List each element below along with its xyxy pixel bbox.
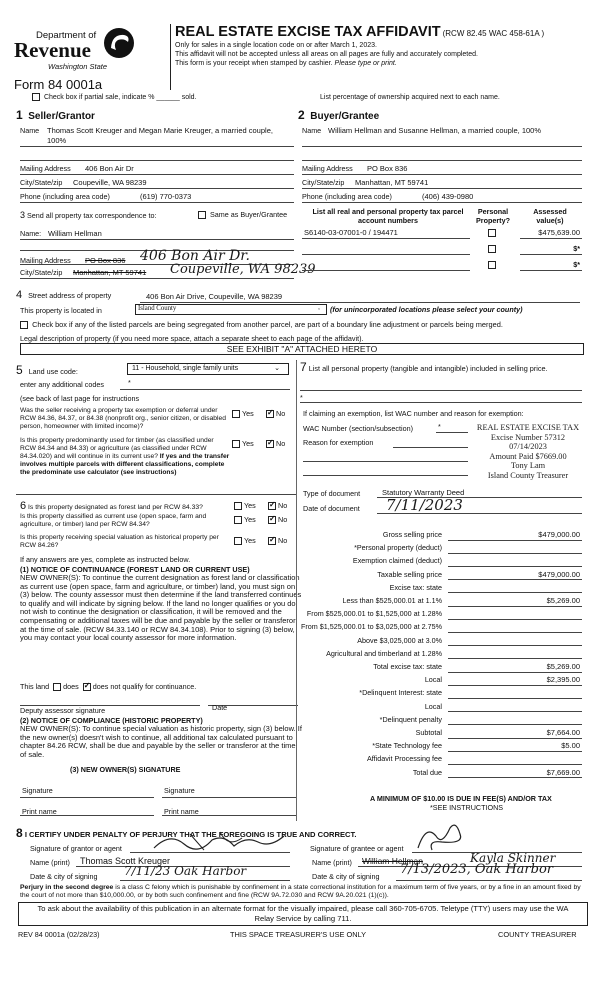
same-as-buyer [198, 210, 287, 219]
seller-name-label: Name [20, 126, 40, 135]
exemption-yes-checkbox[interactable] [232, 410, 240, 418]
if-any-yes: If any answers are yes, complete as instructed below. [20, 555, 191, 564]
timber-yes-checkbox[interactable] [232, 440, 240, 448]
relay-text: To ask about the availability of this publication in an alternate format for the visually impaired, please call 360-705-6705. Teletype (TTY) users may use the WA Relay Service by calling 711. [37, 904, 569, 923]
wac-field[interactable]: * [438, 422, 441, 431]
owner-signature-label-2: Signature [164, 786, 195, 795]
corr-mailing-struck: PO Box 836 [85, 256, 126, 265]
stamp-line: Island County Treasurer [487, 470, 569, 480]
corr-mailing-label: Mailing Address [20, 256, 71, 265]
certify-number: 8 [16, 826, 23, 840]
buyer-heading-text: Buyer/Grantee [310, 111, 380, 122]
dept-line3: Washington State [48, 62, 108, 71]
no-label: No [278, 515, 288, 524]
current-use-no-checkbox[interactable] [268, 516, 276, 524]
buyer-name[interactable]: William Hellman and Susanne Hellman, a married couple, 100% [328, 126, 542, 135]
calc-value[interactable]: $479,000.00 [538, 569, 580, 579]
parcel-row-2 [302, 242, 582, 254]
landuse-row [16, 363, 78, 377]
correspondence-label: Send all property tax correspondence to: [27, 211, 157, 220]
calc-label: Exemption claimed (deduct) [352, 556, 442, 566]
forest-yes [234, 501, 256, 510]
grantee-name-handwritten[interactable]: Kayla Skinner [470, 851, 556, 865]
calc-label: Above $3,025,000 at 3.0% [357, 635, 442, 645]
continuance-row [20, 682, 196, 691]
correspondence-row [20, 210, 156, 220]
yes-label: Yes [244, 501, 256, 510]
timber-no [266, 439, 285, 448]
this-land-label: This land [20, 682, 50, 691]
ownership-note: List percentage of ownership acquired next to each name. [320, 94, 500, 101]
seller-section-number: 1 [16, 108, 23, 122]
calc-label: From $525,000.01 to $1,525,000 at 1.28% [306, 609, 442, 619]
certify-text: I CERTIFY UNDER PENALTY OF PERJURY THAT THE FOREGOING IS TRUE AND CORRECT. [24, 830, 357, 839]
calc-label: Affidavit Processing fee [367, 754, 442, 764]
legal-label: Legal description of property (if you need more space, attach a separate sheet to each page of the affidavit). [20, 334, 364, 343]
calc-label: Subtotal [415, 728, 442, 737]
forest-question [20, 500, 232, 512]
exemption-yes [232, 409, 254, 418]
segregated-row [20, 320, 590, 329]
buyer-name-label: Name [302, 126, 322, 135]
calc-label: Agricultural and timberland at 1.28% [326, 648, 442, 658]
corr-city-label: City/State/zip [20, 268, 63, 277]
page-title [175, 24, 595, 40]
county-value: Island County [138, 305, 177, 312]
subtitle-3-text: This form is your receipt when stamped by cashier. [175, 60, 333, 67]
timber-question [20, 437, 230, 477]
personal-property-checkbox[interactable] [488, 261, 496, 269]
see-instructions: *SEE INSTRUCTIONS [430, 803, 504, 812]
calc-label: *State Technology fee [372, 741, 442, 751]
grantor-name[interactable]: Thomas Scott Kreuger [80, 856, 171, 866]
grantee-name-struck: William Hellman [362, 856, 423, 866]
grantor-signature[interactable] [150, 828, 290, 854]
calc-value[interactable]: $7,669.00 [546, 767, 580, 777]
seller-phone-label: Phone (including area code) [20, 192, 110, 201]
perjury-text: is a class C felony which is punishable by confinement in a state correctional institution for a maximum term of five years, or by a fine in an amount fixed by the court of not more than $10,000.00, or by both such confinement and fine (RCW 9A.72.030 and RCW 9A.20.021 (1)(c)). [20, 884, 581, 900]
yes-label: Yes [242, 409, 254, 418]
stamp-line: 07/14/2023 [509, 442, 547, 451]
dor-logo [14, 24, 154, 74]
buyer-phone-label: Phone (including area code) [302, 192, 392, 201]
same-as-buyer-checkbox[interactable] [198, 211, 206, 219]
owner-print-label-1: Print name [22, 807, 57, 816]
landuse-select[interactable] [127, 363, 289, 375]
historic-yes [234, 536, 256, 545]
owner-print-label-2: Print name [164, 807, 199, 816]
segregated-label: Check box if any of the listed parcels are being segregated from another parcel, are part of a boundary line adjustment or parcels being merged. [32, 320, 503, 329]
calc-value[interactable]: $5,269.00 [546, 596, 580, 605]
correspondence-number: 3 [20, 210, 26, 220]
reason-label: Reason for exemption [303, 438, 374, 447]
historic-question: Is this property receiving special valuation as historical property per RCW 84.26? [20, 534, 219, 549]
new-owner-signature-heading: (3) NEW OWNER(S) SIGNATURE [70, 765, 181, 774]
no-label: No [276, 409, 286, 418]
footer-rev: REV 84 0001a (02/28/23) [18, 930, 100, 939]
deputy-date-label: Date [212, 703, 228, 712]
seller-mailing[interactable]: 406 Bon Air Dr [85, 164, 134, 173]
no-label: No [278, 536, 288, 545]
parcel-row-3 [302, 258, 582, 270]
parcel-header-col2: Personal Property? [476, 207, 510, 225]
buyer-phone[interactable]: (406) 439-0980 [422, 192, 474, 201]
see-back-note: (see back of last page for instructions [20, 394, 140, 403]
partial-percent-field[interactable]: ______ [156, 93, 180, 101]
doc-date-value[interactable]: 7/11/2023 [386, 496, 463, 514]
no-label: No [278, 501, 288, 510]
exemption-no [266, 409, 285, 418]
subtitle-2: This affidavit will not be accepted unless all areas on all pages are fully and accurately completed. [175, 51, 478, 58]
buyer-mailing-label: Mailing Address [302, 164, 353, 173]
calc-value[interactable]: $7,664.00 [546, 728, 580, 737]
calc-label: Total due [412, 767, 442, 777]
corr-name[interactable]: William Hellman [48, 229, 102, 238]
calc-value[interactable]: $479,000.00 [538, 530, 580, 539]
forest-no-checkbox[interactable] [268, 502, 276, 510]
calc-label: Local [424, 701, 442, 711]
does-qualify-checkbox[interactable] [53, 683, 61, 691]
notice-compliance-title: (2) NOTICE OF COMPLIANCE (HISTORIC PROPERTY) [20, 716, 203, 725]
wac-label: WAC Number (section/subsection) [303, 424, 413, 433]
timber-question-text: Is this property predominantly used for timber (as classified under RCW 84.34 and 84.33) or agriculture (as classified under RCW 84.34.020) and will continue in its current use? [20, 437, 214, 460]
landuse-number: 5 [16, 363, 23, 377]
same-as-buyer-label: Same as Buyer/Grantee [210, 210, 288, 219]
calc-label: Local [424, 675, 442, 685]
yes-label: Yes [242, 439, 254, 448]
street-label: Street address of property [28, 291, 112, 300]
assessed-value[interactable]: $* [573, 260, 580, 269]
treasurer-stamp [468, 423, 588, 480]
subtitle-3 [175, 60, 397, 67]
partial-sale-row [32, 93, 197, 101]
calc-value[interactable]: $5,269.00 [546, 662, 580, 671]
forest-no [268, 501, 287, 510]
historic-no [268, 536, 287, 545]
title-text: REAL ESTATE EXCISE TAX AFFIDAVIT [175, 24, 441, 40]
calc-label: Less than $525,000.01 at 1.1% [342, 596, 442, 605]
stamp-line: Tony Lam [510, 461, 546, 470]
subtitle-3-italic: Please type or print. [334, 60, 397, 67]
partial-sale-checkbox[interactable] [32, 93, 40, 101]
doc-type-label: Type of document [303, 489, 361, 498]
perjury-bold: Perjury in the second degree [20, 884, 114, 891]
seller-heading [16, 108, 95, 122]
historic-yes-checkbox[interactable] [234, 537, 242, 545]
partial-sold-label: sold. [181, 93, 197, 101]
grantee-signature[interactable] [412, 820, 472, 854]
corr-city-handwritten[interactable]: Coupeville, WA 98239 [170, 262, 316, 277]
deputy-signature-label: Deputy assessor signature [20, 706, 106, 715]
grantor-date-label: Date & city of signing [30, 872, 98, 881]
dept-line1: Department of [36, 30, 97, 41]
calc-label: *Personal property (deduct) [354, 543, 442, 553]
notice-compliance-text: NEW OWNER(S): To continue special valuation as historic property, sign (3) below. If the new owner(s) doesn't wish to continue, all additional tax calculated pursuant to chapter 84.26 RCW, shall be due and payable by the seller or transferor at the time of sale. [20, 724, 302, 759]
calc-label: From $1,525,000.01 to $3,025,000 at 2.75% [300, 622, 442, 632]
forest-yes-checkbox[interactable] [234, 502, 242, 510]
street-row [16, 289, 111, 301]
landuse-value: 11 - Household, single family units [132, 365, 239, 372]
personal-property-row [300, 360, 585, 374]
county-select[interactable] [135, 304, 327, 315]
grantee-date-label: Date & city of signing [312, 872, 380, 881]
footer-treasurer-use: THIS SPACE TREASURER'S USE ONLY [230, 930, 367, 939]
buyer-mailing[interactable]: PO Box 836 [367, 164, 408, 173]
current-use-no [268, 515, 287, 524]
yes-label: Yes [244, 515, 256, 524]
personal-property-checkbox[interactable] [488, 245, 496, 253]
calc-label: Taxable selling price [377, 569, 442, 579]
street-address[interactable]: 406 Bon Air Drive, Coupeville, WA 98239 [146, 292, 283, 301]
historic-no-checkbox[interactable] [268, 537, 276, 545]
buyer-city-label: City/State/zip [302, 178, 345, 187]
personal-number: 7 [300, 360, 307, 374]
current-use-question: Is this property classified as current use (open space, farm and agriculture, or timber) land per RCW 84.34? [20, 513, 207, 528]
seller-city-label: City/State/zip [20, 178, 63, 187]
perjury-notice [20, 884, 586, 901]
grantee-name-label: Name (print) [312, 858, 352, 867]
parcel-header-col3: Assessed value(s) [533, 207, 567, 225]
exemption-question: Was the seller receiving a property tax exemption or deferral under RCW 84.36, 84.37, or 84.38 (nonprofit org., senior citizen, or disabled person, homeowner with limited income)? [20, 407, 226, 430]
dept-line2: Revenue [14, 38, 91, 62]
personal-label: List all personal property (tangible and intangible) included in selling price. [308, 364, 548, 373]
current-use-yes [234, 515, 256, 524]
assessed-value[interactable]: $475,639.00 [538, 228, 580, 237]
grantee-date-city[interactable]: 7/13/2023, Oak Harbor [400, 862, 554, 877]
seller-phone[interactable]: (619) 770-0373 [140, 192, 192, 201]
stamp-line: Excise Number 57312 [490, 432, 566, 442]
assessed-value[interactable]: $* [573, 244, 580, 253]
partial-sale-label: Check box if partial sale, indicate % [43, 93, 155, 101]
footer-county-treasurer: COUNTY TREASURER [498, 930, 577, 939]
grantor-name-label: Name (print) [30, 858, 70, 867]
relay-box [18, 902, 588, 926]
current-use-yes-checkbox[interactable] [234, 516, 242, 524]
form-number: Form 84 0001a [14, 77, 103, 92]
legal-description-field[interactable] [20, 343, 584, 355]
additional-codes-label: enter any additional codes [20, 380, 104, 389]
doc-type-value[interactable]: Statutory Warranty Deed [382, 488, 465, 497]
doc-date-label: Date of document [303, 504, 360, 513]
does-not-qualify-label: does not qualify for continuance. [92, 682, 197, 691]
additional-codes-field[interactable]: * [128, 378, 131, 387]
owner-signature-label-1: Signature [22, 786, 53, 795]
notice-continuance-text: NEW OWNER(S): To continue the current designation as forest land or classification as current use (open space, farm and agriculture, or timber) land, you must sign on (3) below. The county assessor must then determine if the land transferred continues to qualify and will indicate by signing below. If the land no longer qualifies or you do not wish to continue the designation or classification, it will be removed and the compensating or additional taxes will be due and payable by the seller or transferor at the time of sale. (RCW 84.33.140 or RCW 84.34.108). Prior to signing (3) below, you may contact your local county assessor for more information. [20, 573, 302, 643]
parcel-row-1 [302, 226, 582, 238]
timber-question-bold: If yes and the transfer involves multiple parcels with different classifications, complete the predominate use calculator (see instructions) [20, 453, 230, 476]
stamp-line: Amount Paid $7669.00 [489, 451, 567, 461]
parcel-number[interactable]: S6140-03-07001-0 / 194471 [304, 228, 398, 237]
legal-description-value: SEE EXHIBIT "A" ATTACHED HERETO [226, 344, 378, 354]
no-label: No [276, 439, 286, 448]
seller-heading-text: Seller/Grantor [28, 111, 95, 122]
grantor-date-city[interactable]: 7/11/23 Oak Harbor [124, 864, 247, 878]
corr-name-label: Name: [20, 229, 42, 238]
landuse-label: Land use code: [28, 367, 78, 376]
calc-label: Excise tax: state [389, 582, 442, 592]
timber-yes [232, 439, 254, 448]
street-number: 4 [16, 289, 23, 301]
calc-value[interactable]: $2,395.00 [546, 675, 580, 685]
dor-swirl-icon [102, 26, 136, 60]
does-not-qualify-checkbox[interactable] [83, 683, 91, 691]
stamp-line: REAL ESTATE EXCISE TAX [476, 423, 580, 432]
notice-continuance-title: (1) NOTICE OF CONTINUANCE (FOREST LAND OR CURRENT USE) [20, 565, 250, 574]
calc-label: Total excise tax: state [373, 662, 442, 671]
forest-number: 6 [20, 500, 27, 512]
seller-name[interactable]: Thomas Scott Kreuger and Megan Marie Kreuger, a married couple, 100% [47, 126, 273, 145]
timber-no-checkbox[interactable] [266, 440, 274, 448]
located-label: This property is located in [20, 306, 102, 315]
buyer-heading [298, 108, 379, 122]
seller-mailing-label: Mailing Address [20, 164, 71, 173]
county-dropdown-arrow-icon: , [318, 304, 320, 311]
calc-label: Gross selling price [382, 530, 442, 539]
grantee-sig-label: Signature of grantee or agent [310, 844, 404, 853]
uninc-note: (for unincorporated locations please select your county) [330, 305, 523, 314]
seller-city[interactable]: Coupeville, WA 98239 [73, 178, 147, 187]
parcel-header-col1: List all real and personal property tax parcel account numbers [312, 207, 464, 225]
corr-city-struck: Manhattan, MT 59741 [73, 268, 147, 277]
personal-property-checkbox[interactable] [488, 229, 496, 237]
exemption-no-checkbox[interactable] [266, 410, 274, 418]
does-label: does [63, 682, 79, 691]
personal-property-field[interactable]: * [300, 393, 303, 402]
buyer-section-number: 2 [298, 108, 305, 122]
buyer-city[interactable]: Manhattan, MT 59741 [355, 178, 429, 187]
subtitle-1: Only for sales in a single location code on or after March 1, 2023. [175, 42, 377, 49]
calc-label: *Delinquent penalty [379, 714, 442, 724]
yes-label: Yes [244, 536, 256, 545]
title-ref: (RCW 82.45 WAC 458-61A ) [442, 29, 545, 38]
segregated-checkbox[interactable] [20, 321, 28, 329]
minimum-note: A MINIMUM OF $10.00 IS DUE IN FEE(S) AND/OR TAX [370, 794, 552, 803]
calc-value[interactable]: $5.00 [561, 741, 580, 751]
forest-question-text: Is this property designated as forest land per RCW 84.33? [28, 504, 203, 511]
landuse-dropdown-arrow-icon: ⌄ [274, 365, 280, 372]
calc-label: *Delinquent Interest: state [359, 688, 442, 698]
grantor-sig-label: Signature of grantor or agent [30, 844, 122, 853]
exemption-claim-label: If claiming an exemption, list WAC number and reason for exemption: [303, 409, 524, 418]
corr-mailing-handwritten[interactable]: 406 Bon Air Dr. [140, 248, 250, 264]
